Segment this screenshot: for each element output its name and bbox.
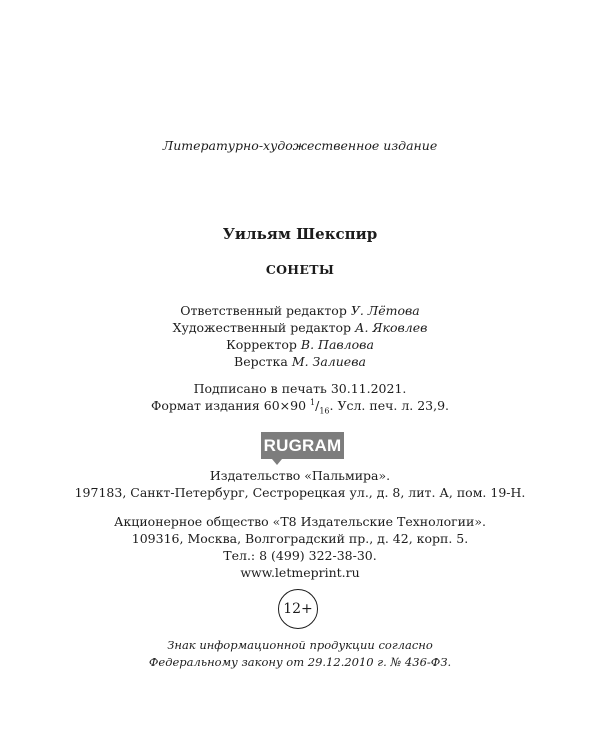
format-denominator: 16 bbox=[319, 406, 330, 416]
law-notice-line-1: Знак информационной продукции согласно bbox=[167, 638, 433, 652]
print-format bbox=[0, 398, 600, 414]
printer-name: Акционерное общество «Т8 Издательские Технологии». bbox=[114, 514, 486, 529]
edition-type: Литературно-художественное издание bbox=[162, 138, 438, 153]
credit-art-editor bbox=[0, 320, 600, 336]
print-signed-date: Подписано в печать 30.11.2021. bbox=[193, 381, 407, 396]
credit-name: У. Лётова bbox=[350, 303, 420, 318]
credit-role: Художественный редактор bbox=[172, 320, 352, 335]
printer-address: 109316, Москва, Волгоградский пр., д. 42, корп. 5. bbox=[131, 531, 469, 546]
printer-phone: Тел.: 8 (499) 322-38-30. bbox=[223, 548, 377, 563]
credit-name: В. Павлова bbox=[300, 337, 374, 352]
logo-notch bbox=[272, 459, 282, 465]
credit-proofreader bbox=[0, 337, 600, 353]
law-notice-line-2: Федеральному закону от 29.12.2010 г. № 436-ФЗ. bbox=[148, 655, 452, 669]
format-numerator: 1 bbox=[310, 397, 316, 407]
format-prefix: Формат издания 60×90 bbox=[150, 398, 311, 413]
age-rating-badge: 12+ bbox=[278, 589, 318, 629]
credit-role: Корректор bbox=[226, 337, 297, 352]
credit-editor-in-charge bbox=[0, 303, 600, 319]
publisher-address: 197183, Санкт-Петербург, Сестрорецкая ул., д. 8, лит. А, пом. 19-Н. bbox=[74, 485, 526, 500]
rugram-logo: RUGRAM bbox=[261, 432, 344, 459]
publisher-name: Издательство «Пальмира». bbox=[209, 468, 391, 483]
author-name: Уильям Шекспир bbox=[222, 225, 378, 243]
credit-name: М. Залиева bbox=[291, 354, 366, 369]
book-title: СОНЕТЫ bbox=[265, 262, 335, 277]
printer-website: www.letmeprint.ru bbox=[240, 565, 360, 580]
credit-name: А. Яковлев bbox=[355, 320, 428, 335]
credit-role: Ответственный редактор bbox=[180, 303, 347, 318]
format-suffix: . Усл. печ. л. 23,9. bbox=[329, 398, 450, 413]
credit-role: Верстка bbox=[234, 354, 288, 369]
credit-layout bbox=[0, 354, 600, 370]
format-slash: / bbox=[315, 398, 320, 413]
